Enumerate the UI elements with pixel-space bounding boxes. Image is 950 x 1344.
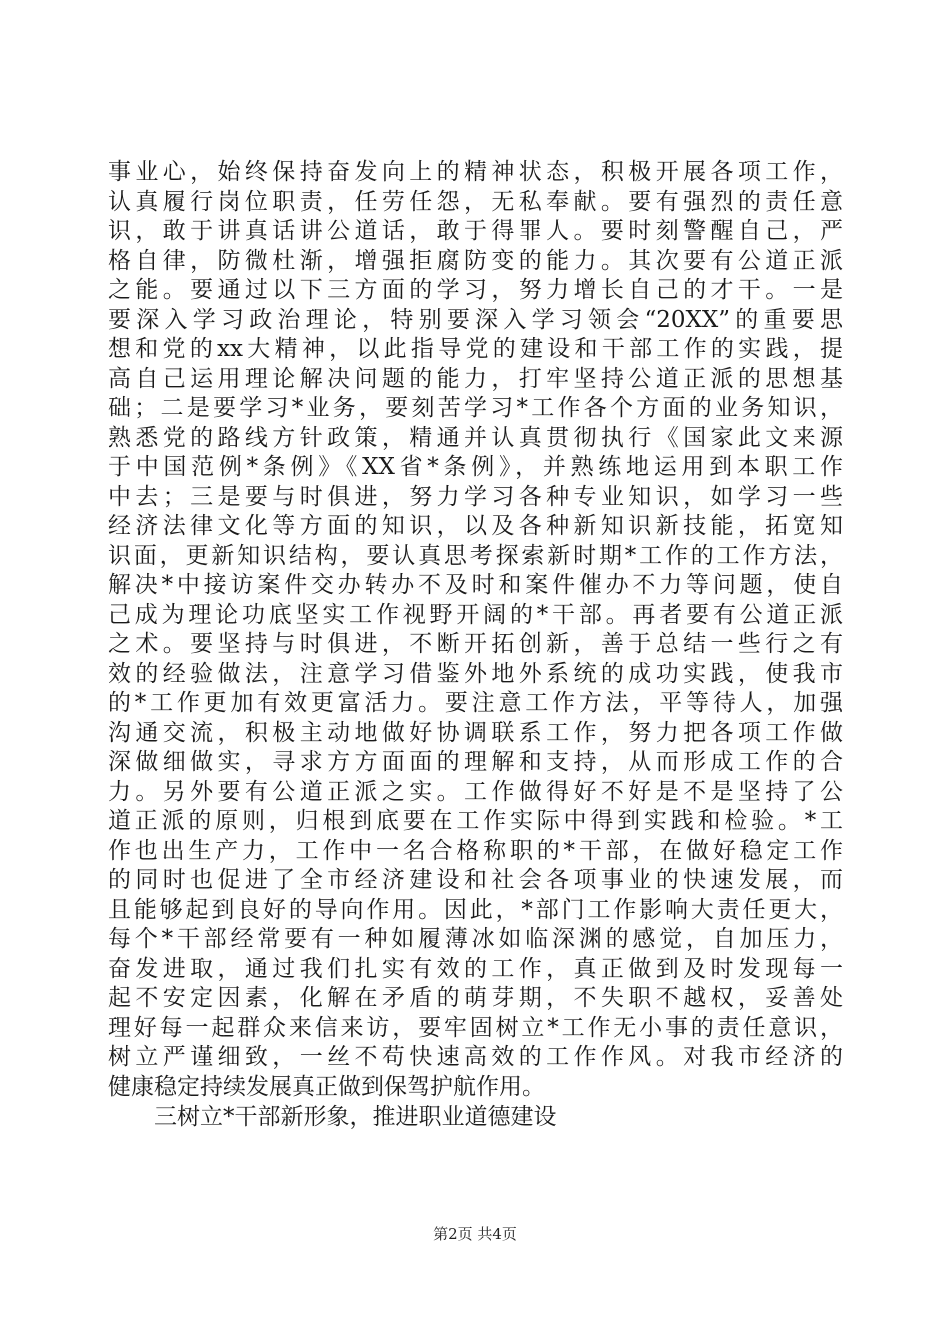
paragraph-line: 作也出生产力，工作中一名合格称职的*干部，在做好稳定工作 [108, 837, 843, 864]
paragraph-line: 高自己运用理论解决问题的能力，打牢坚持公道正派的思想基 [108, 365, 843, 392]
paragraph-line: 道正派的原则，归根到底要在工作实际中得到实践和检验。*工 [108, 808, 843, 834]
paragraph-line: 之能。要通过以下三方面的学习，努力增长自己的才干。一是 [108, 277, 843, 303]
paragraph-line: 事业心，始终保持奋发向上的精神状态，积极开展各项工作， [108, 159, 843, 185]
paragraph-line: 且能够起到良好的导向作用。因此，*部门工作影响大责任更大， [108, 896, 843, 923]
paragraph-line: 于中国范例*条例》《XX省*条例》，并熟练地运用到本职工作 [108, 454, 843, 480]
paragraph-line: 熟悉党的路线方针政策，精通并认真贯彻执行《国家此文来源 [108, 424, 843, 451]
paragraph-line: 己成为理论功底坚实工作视野开阔的*干部。再者要有公道正派 [108, 601, 843, 628]
paragraph-line: 深做细做实，寻求方方面面的理解和支持，从而形成工作的合 [108, 749, 843, 775]
paragraph-line: 每个*干部经常要有一种如履薄冰如临深渊的感觉，自加压力， [108, 926, 843, 952]
paragraph-line: 解决*中接访案件交办转办不及时和案件催办不力等问题，使自 [108, 572, 843, 598]
paragraph-line: 的同时也促进了全市经济建设和社会各项事业的快速发展，而 [108, 867, 843, 893]
paragraph-line: 认真履行岗位职责，任劳任怨，无私奉献。要有强烈的责任意 [108, 188, 843, 215]
paragraph-line: 效的经验做法，注意学习借鉴外地外系统的成功实践，使我市 [108, 660, 843, 687]
paragraph-line: 树立严谨细致，一丝不苟快速高效的工作作风。对我市经济的 [108, 1044, 843, 1070]
paragraph-line: 奋发进取，通过我们扎实有效的工作，真正做到及时发现每一 [108, 955, 843, 982]
paragraph-line: 沟通交流，积极主动地做好协调联系工作，努力把各项工作做 [108, 719, 843, 746]
paragraph-line: 格自律，防微杜渐，增强拒腐防变的能力。其次要有公道正派 [108, 247, 843, 274]
paragraph-line: 中去；三是要与时俱进，努力学习各种专业知识，如学习一些 [108, 483, 843, 510]
page-footer: 第2页 共4页 [433, 1225, 517, 1243]
paragraph-line: 理好每一起群众来信来访，要牢固树立*工作无小事的责任意识， [108, 1014, 843, 1041]
paragraph-line: 识，敢于讲真话讲公道话，敢于得罪人。要时刻警醒自己，严 [108, 218, 843, 244]
paragraph-line: 之术。要坚持与时俱进，不断开拓创新，善于总结一些行之有 [108, 631, 843, 657]
paragraph-line: 起不安定因素，化解在矛盾的萌芽期，不失职不越权，妥善处 [108, 985, 843, 1011]
paragraph-line: 础；二是要学习*业务，要刻苦学习*工作各个方面的业务知识， [108, 395, 843, 421]
paragraph-line: 想和党的xx大精神，以此指导党的建设和干部工作的实践，提 [108, 336, 843, 362]
paragraph-line: 健康稳定持续发展真正做到保驾护航作用。 [108, 1073, 545, 1100]
paragraph-line: 力。另外要有公道正派之实。工作做得好不好是不是坚持了公 [108, 778, 843, 805]
paragraph-line: 的*工作更加有效更富活力。要注意工作方法，平等待人，加强 [108, 690, 843, 716]
section-heading: 三树立*干部新形象，推进职业道德建设 [154, 1104, 557, 1130]
body-paragraph [108, 158, 843, 1133]
paragraph-line: 识面，更新知识结构，要认真思考探索新时期*工作的工作方法， [108, 542, 843, 569]
paragraph-line: 经济法律文化等方面的知识，以及各种新知识新技能，拓宽知 [108, 513, 843, 539]
paragraph-line: 要深入学习政治理论，特别要深入学习领会“20XX”的重要思 [108, 306, 843, 333]
